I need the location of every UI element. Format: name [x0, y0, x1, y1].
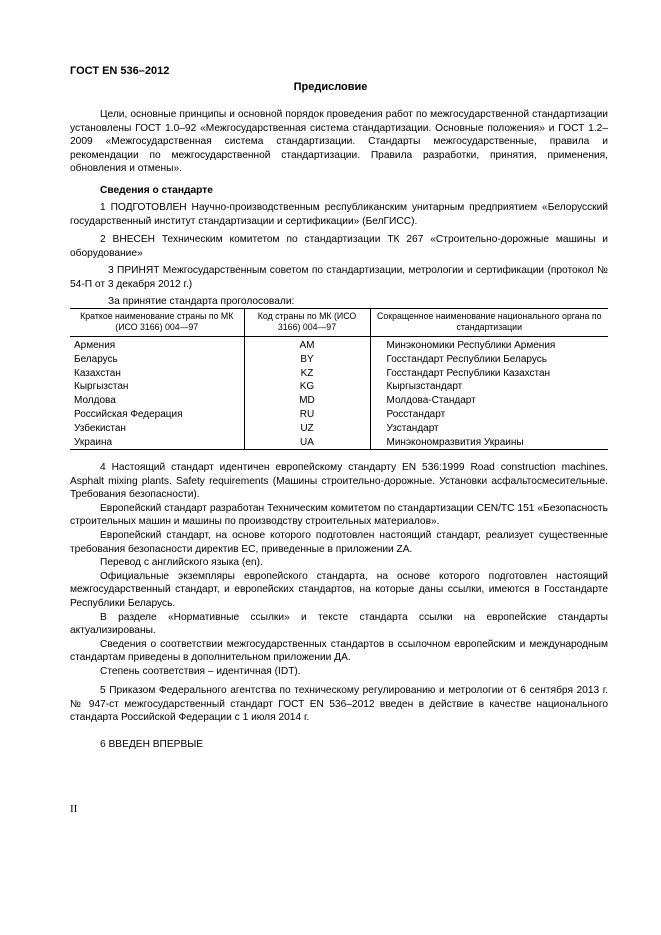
intro-section	[70, 108, 608, 176]
item-2-block	[70, 233, 608, 260]
column-header-code: Код страны по МК (ИСО 3166) 004—97	[244, 309, 370, 337]
table-row	[70, 436, 608, 450]
voted-block	[108, 295, 608, 309]
item-1-block	[70, 201, 608, 228]
item-2: 2 ВНЕСЕН Техническим комитетом по стандартизации ТК 267 «Строительно-дорожные машины и оборудование»	[70, 234, 608, 259]
body-cell: Молдова-Стандарт	[370, 394, 608, 408]
code-cell: KZ	[244, 367, 370, 381]
code-cell: UZ	[244, 422, 370, 436]
about-heading-block	[70, 184, 608, 198]
item-4-paragraph: Европейский стандарт, на основе которого подготовлен настоящий стандарт, реализует существенные требования безопасности директив ЕС, приведенные в приложении ZA.	[70, 529, 608, 555]
country-cell: Армения	[74, 340, 116, 351]
item-3-block	[70, 264, 608, 291]
country-cell: Кыргызстан	[74, 381, 129, 393]
item-3: 3 ПРИНЯТ Межгосударственным советом по стандартизации, метрологии и сертификации (протокол № 54-П от 3 декабря 2012 г.)	[70, 265, 608, 290]
body-cell: Кыргызстандарт	[370, 380, 608, 394]
item-4-paragraph: Перевод с английского языка (en).	[100, 557, 263, 569]
table-header-row	[70, 309, 608, 337]
item-4-paragraph: 4 Настоящий стандарт идентичен европейскому стандарту EN 536:1999 Road construction machines. Asphalt mixing plants. Safety requirements (Машины строительно-дорожные. Установки асфальтосмесительные. Требования безопасности).	[70, 462, 608, 501]
table-row	[70, 380, 608, 394]
item-1: 1 ПОДГОТОВЛЕН Научно-производственным республиканским унитарным предприятием «Белорусский государственный институт стандартизации и сертификации» (БелГИСС).	[70, 202, 608, 227]
member-states-table	[70, 308, 608, 450]
code-cell: RU	[244, 408, 370, 422]
table-row	[70, 367, 608, 381]
body-cell: Минэкономики Республики Армения	[370, 337, 608, 353]
item-4-paragraph: Степень соответствия – идентичная (IDT).	[100, 665, 301, 677]
voted-label: За принятие стандарта проголосовали:	[108, 296, 295, 307]
country-cell: Беларусь	[74, 353, 118, 365]
code-cell: BY	[244, 353, 370, 367]
body-cell: Госстандарт Республики Беларусь	[370, 353, 608, 367]
country-cell: Узбекистан	[74, 422, 126, 434]
about-heading: Сведения о стандарте	[100, 185, 213, 196]
code-cell: KG	[244, 380, 370, 394]
item-4-paragraph: В разделе «Нормативные ссылки» и тексте стандарта ссылки на европейские стандарты актуализированы.	[70, 611, 608, 637]
item-5-block	[70, 684, 608, 725]
body-cell: Узстандарт	[370, 422, 608, 436]
standard-code-header: ГОСТ EN 536–2012	[70, 65, 170, 77]
item-4-paragraph: Сведения о соответствии межгосударственных стандартов в ссылочном европейским и международным стандартам приведены в дополнительном приложении ДА.	[70, 638, 608, 664]
table-row	[70, 337, 608, 353]
body-cell: Росстандарт	[370, 408, 608, 422]
country-cell: Казахстан	[74, 367, 121, 379]
item-6-block	[70, 738, 608, 752]
country-cell: Украина	[70, 436, 244, 450]
table-row	[70, 394, 608, 408]
country-cell: Российская Федерация	[74, 408, 183, 420]
item-5: 5 Приказом Федерального агентства по техническому регулированию и метрологии от 6 сентября 2013 г. № 947-ст межгосударственный стандарт ГОСТ EN 536–2012 введен в действие в качестве национального стандарта Российской Федерации с 1 июля 2014 г.	[70, 685, 608, 724]
item-4-paragraph: Официальные экземпляры европейского стандарта, на основе которого подготовлен настоящий межгосударственный стандарт, и европейских стандартов, на которые даны ссылки, имеются в Госстандарте Республики Беларусь.	[70, 570, 608, 609]
body-cell: Госстандарт Республики Казахстан	[370, 367, 608, 381]
page-title: Предисловие	[293, 81, 368, 93]
table-row	[70, 353, 608, 367]
item-4-paragraph: Европейский стандарт разработан Техническим комитетом по стандартизации CEN/TC 151 «Безопасность строительных машин и машины по производству строительных материалов».	[70, 502, 608, 528]
code-cell: MD	[244, 394, 370, 408]
intro-paragraph: Цели, основные принципы и основной порядок проведения работ по межгосударственной стандартизации установлены ГОСТ 1.0–92 «Межгосударственная система стандартизации. Основные положения» и ГОСТ 1.2–2009 «Межгосударственная система стандартизации. Стандарты межгосударственные, правила и рекомендации по межгосударственной стандартизации. Правила разработки, принятия, применения, обновления и отмены».	[70, 109, 608, 175]
column-header-body: Сокращенное наименование национального органа по стандартизации	[370, 309, 608, 337]
code-cell: UA	[244, 436, 370, 450]
table-row	[70, 408, 608, 422]
country-cell: Молдова	[74, 395, 116, 407]
table-row	[70, 422, 608, 436]
page-number: II	[70, 803, 78, 815]
column-header-country: Краткое наименование страны по МК (ИСО 3166) 004—97	[70, 309, 244, 337]
code-cell: AM	[244, 337, 370, 353]
body-cell: Минэкономразвития Украины	[370, 436, 608, 450]
item-4-block	[70, 461, 608, 679]
item-6: 6 ВВЕДЕН ВПЕРВЫЕ	[100, 739, 204, 750]
